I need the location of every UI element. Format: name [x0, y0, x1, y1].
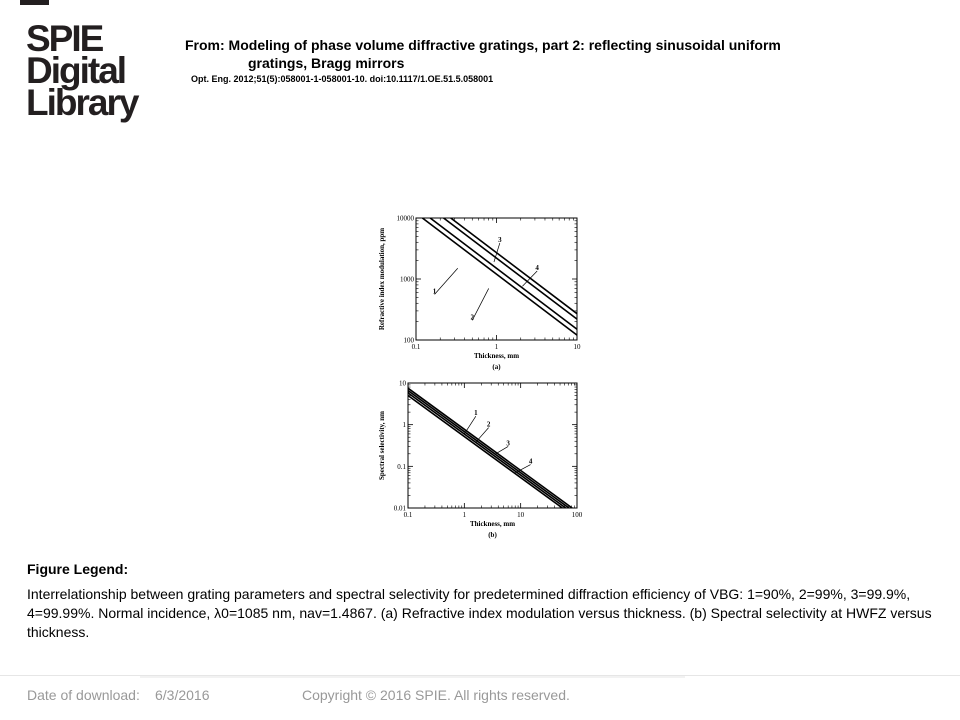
series-line-3: [408, 391, 569, 508]
logo-line-3: Library: [26, 82, 138, 123]
x-tick-label: 1: [494, 343, 499, 351]
x-tick-label: 10: [573, 343, 581, 351]
curve-label-leader: [472, 288, 488, 320]
curve-label-2: 2: [486, 420, 491, 429]
legend-title: Figure Legend:: [27, 561, 129, 577]
spie-digital-library-logo[interactable]: [26, 18, 166, 123]
legend-text: Interrelationship between grating parameters and spectral selectivity for predetermined diffraction efficiency of VBG: 1=90%, 2=99%, 3=99.9%, 4=99.99%. Normal incidence, λ0=1085 nm, nav=1.4867. (a) Refractive index modulation versus thickness. (b) Spectral selectivity at HWFZ versus thickness.: [27, 586, 932, 640]
curve-label-3: 3: [506, 439, 510, 448]
curve-label-leader: [476, 428, 489, 443]
curve-label-4: 4: [535, 264, 539, 273]
series-line-2: [408, 393, 566, 508]
article-citation: Opt. Eng. 2012;51(5):058001-1-058001-10. doi:10.1117/1.OE.51.5.058001: [191, 74, 494, 84]
curve-label-4: 4: [528, 457, 533, 466]
curve-label-1: 1: [474, 409, 478, 418]
chart-panel-1: [378, 215, 581, 372]
curve-label-1: 1: [432, 287, 437, 296]
x-tick-label: 100: [571, 511, 583, 519]
y-tick-label: 1: [402, 421, 406, 430]
curve-label-3: 3: [498, 235, 502, 244]
plot-frame: [408, 383, 577, 508]
y-tick-label: 10: [399, 379, 406, 388]
logo-line-1: SPIE: [26, 18, 103, 59]
article-title-line-2: gratings, Bragg mirrors: [248, 55, 405, 71]
series-line-4: [451, 218, 577, 314]
y-tick-label: 0.1: [397, 462, 406, 471]
curve-label-leader: [464, 416, 475, 434]
footer-divider-shade: [140, 676, 685, 678]
figure: [375, 210, 590, 550]
plot-frame: [416, 218, 577, 340]
curve-label-2: 2: [470, 313, 475, 322]
series-line-1: [408, 396, 562, 508]
y-tick-label: 10000: [396, 214, 414, 223]
panel-label: (a): [492, 363, 501, 371]
download-date-value: 6/3/2016: [155, 687, 210, 703]
article-title: [185, 36, 885, 72]
curve-label-leader: [432, 268, 458, 296]
corner-tab: [20, 0, 49, 5]
logo-line-2: Digital: [26, 50, 126, 91]
chart-panel-2: [378, 380, 583, 540]
series-line-2: [430, 218, 577, 329]
copyright-notice: Copyright © 2016 SPIE. All rights reserved.: [302, 687, 570, 703]
article-title-line-1: From: Modeling of phase volume diffractive gratings, part 2: reflecting sinusoidal uniform: [185, 37, 781, 53]
x-tick-label: 10: [517, 511, 525, 519]
panel-label: (b): [488, 531, 497, 539]
x-axis-title: Thickness, mm: [473, 352, 520, 360]
x-tick-label: 0.1: [411, 343, 421, 351]
series-line-4: [408, 388, 572, 508]
curve-label-leader: [496, 446, 508, 453]
y-tick-label: 0.01: [393, 504, 406, 513]
y-tick-label: 100: [403, 336, 414, 345]
y-tick-label: 1000: [400, 275, 414, 284]
y-axis-title: Refractive index modulation, ppm: [378, 227, 386, 331]
series-line-3: [444, 218, 577, 322]
download-date-label: Date of download:: [27, 687, 140, 703]
x-axis-title: Thickness, mm: [469, 520, 516, 528]
figure-svg: [375, 210, 590, 545]
x-tick-label: 1: [462, 511, 467, 519]
y-axis-title: Spectral selectivity, nm: [378, 410, 386, 481]
x-tick-label: 0.1: [403, 511, 413, 519]
